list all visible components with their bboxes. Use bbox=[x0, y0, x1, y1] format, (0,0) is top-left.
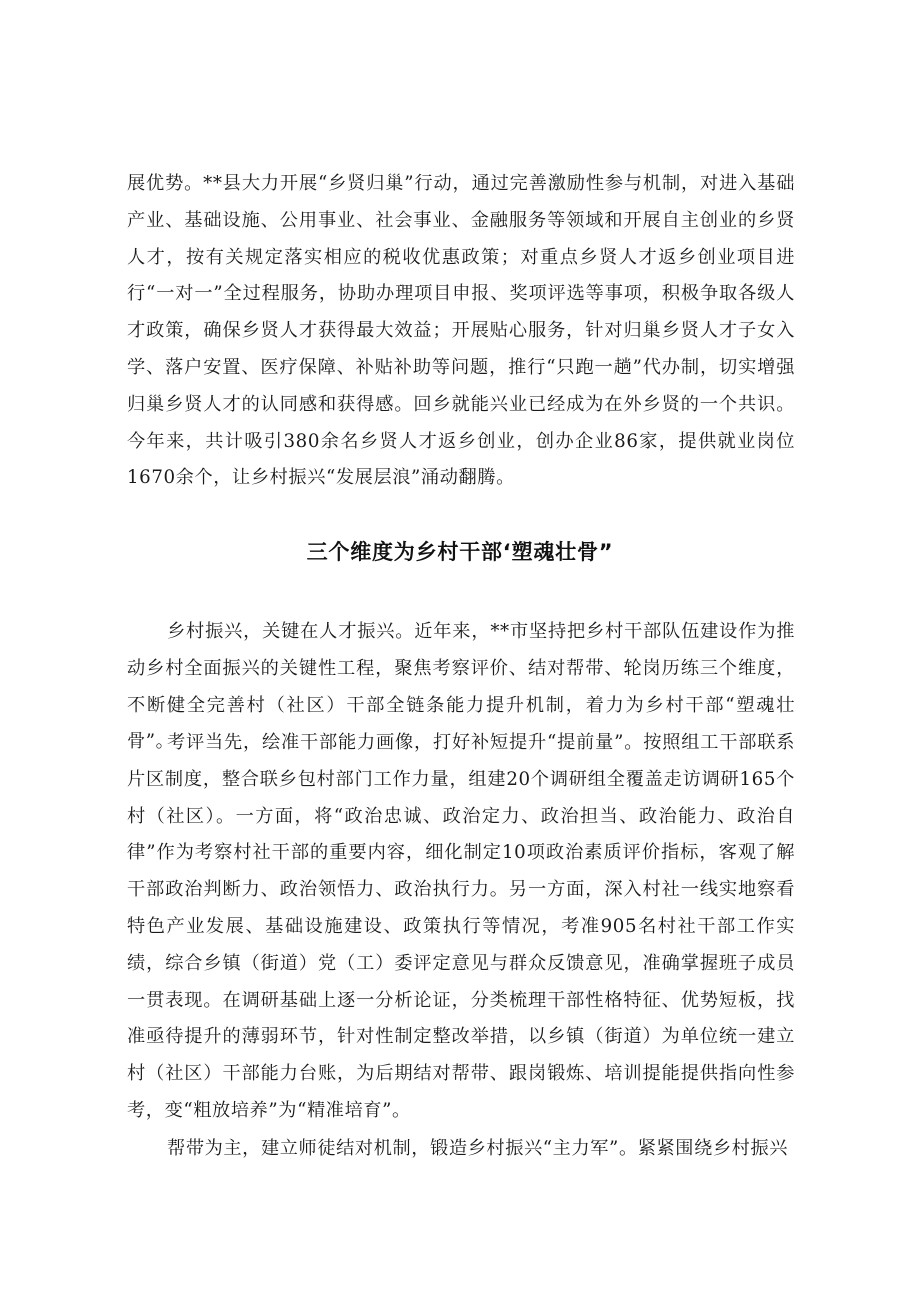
body-paragraph: 展优势。**县大力开展“乡贤归巢”行动，通过完善激励性参与机制，对进入基础产业、基础设施、公用事业、社会事业、金融服务等领域和开展自主创业的乡贤人才，按有关规定落实相应的税收优惠政策；对重点乡贤人才返乡创业项目进行“一对一”全过程服务，协助办理项目申报、奖项评选等事项，积极争取各级人才政策，确保乡贤人才获得最大效益；开展贴心服务，针对归巢乡贤人才子女入学、落户安置、医疗保障、补贴补助等问题，推行“只跑一趟”代办制，切实增强归巢乡贤人才的认同感和获得感。回乡就能兴业已经成为在外乡贤的一个共识。今年来，共计吸引380余名乡贤人才返乡创业，创办企业86家，提供就业岗位1670余个，让乡村振兴“发展层浪”涌动翻腾。 bbox=[127, 173, 795, 489]
body-paragraph: 考评当先，绘准干部能力画像，打好补短提升“提前量”。按照组工干部联系片区制度，整合联乡包村部门工作力量，组建20个调研组全覆盖走访调研165个村（社区）。一方面，将“政治忠诚、政治定力、政治担当、政治能力、政治自律”作为考察村社干部的重要内容，细化制定10项政治素质评价指标，客观了解干部政治判断力、政治领悟力、政治执行力。另一方面，深入村社一线实地察看特色产业发展、基础设施建设、政策执行等情况，考准905名村社干部工作实绩，综合乡镇（街道）党（工）委评定意见与群众反馈意见，准确掌握班子成员一贯表现。在调研基础上逐一分析论证，分类梳理干部性格特征、优势短板，找准亟待提升的薄弱环节，针对性制定整改举措，以乡镇（街道）为单位统一建立村（社区）干部能力台账，为后期结对帮带、跟岗锻炼、培训提能提供指向性参考，变“粗放培养”为“精准培育”。 bbox=[127, 732, 795, 1121]
body-paragraph: 乡村振兴，关键在人才振兴。近年来，**市坚持把乡村干部队伍建设作为推动乡村全面振兴的关键性工程，聚焦考察评价、结对帮带、轮岗历练三个维度，不断健全完善村（社区）干部全链条能力提升机制，着力为乡村干部“塑魂壮骨”。 bbox=[127, 621, 795, 753]
section-title: 三个维度为乡村干部‘塑魂壮骨” bbox=[306, 540, 614, 564]
body-paragraph: 帮带为主，建立师徒结对机制，锻造乡村振兴“主力军”。紧紧围绕乡村振兴 bbox=[167, 1138, 789, 1159]
